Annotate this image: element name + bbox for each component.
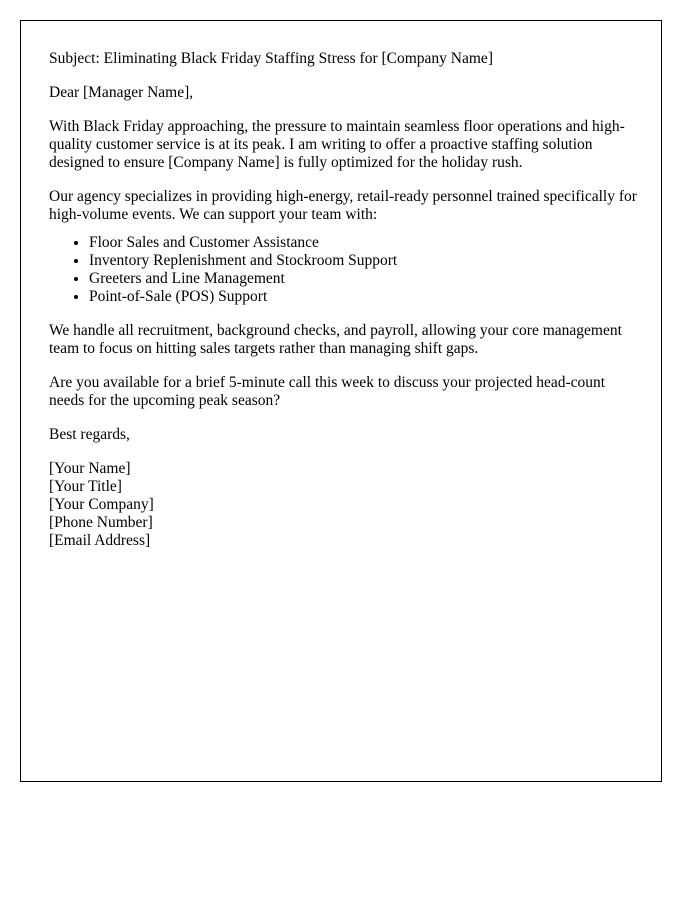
signature-phone: [Phone Number]	[49, 514, 153, 531]
paragraph-intro: With Black Friday approaching, the pressure to maintain seamless floor operations and high-quality customer service is at its peak. I am writing to offer a proactive staffing solution designed to ensure [Company Name] is fully optimized for the holiday rush.	[49, 118, 625, 171]
paragraph-agency: Our agency specializes in providing high-energy, retail-ready personnel trained specifically for high-volume events. We can support your team with:	[49, 188, 637, 223]
letter-page	[20, 20, 662, 782]
list-item: • Point-of-Sale (POS) Support	[89, 288, 639, 306]
letter-body	[49, 50, 639, 550]
subject-line: Subject: Eliminating Black Friday Staffing Stress for [Company Name]	[49, 50, 493, 67]
signature-company: [Your Company]	[49, 496, 154, 513]
signature-email: [Email Address]	[49, 532, 151, 549]
list-item: • Floor Sales and Customer Assistance	[89, 234, 639, 252]
greeting: Dear [Manager Name],	[49, 84, 194, 101]
list-item: • Inventory Replenishment and Stockroom Support	[89, 252, 639, 270]
closing: Best regards,	[49, 426, 130, 443]
signature-block	[49, 460, 639, 550]
paragraph-call-to-action: Are you available for a brief 5-minute call this week to discuss your projected head-count needs for the upcoming peak season?	[49, 374, 606, 409]
signature-title: [Your Title]	[49, 478, 122, 495]
signature-name: [Your Name]	[49, 460, 131, 477]
services-list	[49, 234, 639, 306]
list-item: • Greeters and Line Management	[89, 270, 639, 288]
paragraph-benefits: We handle all recruitment, background checks, and payroll, allowing your core management team to focus on hitting sales targets rather than managing shift gaps.	[49, 322, 622, 357]
